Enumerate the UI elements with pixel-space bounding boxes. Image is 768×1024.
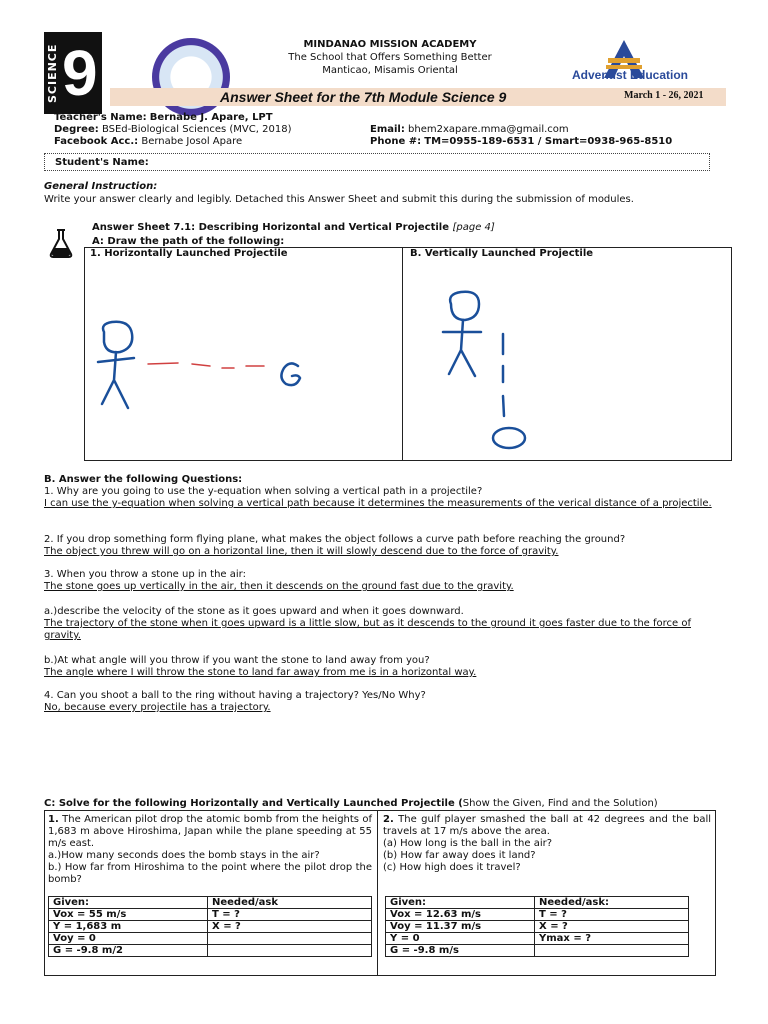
problem-1-b: b.) How far from Hiroshima to the point where the pilot drop the bomb?	[48, 862, 372, 885]
question-3a: a.)describe the velocity of the stone as it goes upward and when it goes downward.	[44, 606, 464, 617]
section-a-instruction: A: Draw the path of the following:	[92, 236, 285, 247]
problem-2-given-table: Given: Needed/ask: Vox = 12.63 m/s T = ? Voy = 11.37 m/s X = ? Y = 0 Ymax = ? G = -9.8 m/s	[385, 896, 689, 957]
teacher-name-label: Teacher's Name:	[54, 112, 147, 123]
solve-table-divider	[377, 810, 378, 976]
degree-value: BSEd-Biological Sciences (MVC, 2018)	[101, 124, 292, 135]
facebook-label: Facebook Acc.:	[54, 136, 139, 147]
horizontal-projectile-drawing	[84, 262, 402, 460]
problem-2-b: (b) How far away does it land?	[383, 850, 536, 861]
degree-label: Degree:	[54, 124, 99, 135]
phone-value: TM=0955-189-6531 / Smart=0938-965-8510	[424, 136, 673, 147]
col-vertical-label: B. Vertically Launched Projectile	[410, 248, 594, 259]
module-date: March 1 - 26, 2021	[624, 90, 704, 101]
science-label: SCIENCE	[46, 43, 59, 103]
email-label: Email:	[370, 124, 405, 135]
page-title: Answer Sheet for the 7th Module Science 9	[220, 89, 507, 105]
flask-icon	[48, 228, 74, 258]
school-name: MINDANAO MISSION ACADEMY	[303, 39, 477, 50]
problem-1-a: a.)How many seconds does the bomb stays in the air?	[48, 850, 320, 861]
school-header	[240, 38, 540, 77]
teacher-facebook-row	[54, 136, 242, 148]
section-a-title: Answer Sheet 7.1: Describing Horizontal and Vertical Projectile [page 4]	[92, 222, 495, 233]
answer-3: The stone goes up vertically in the air, then it descends on the ground fast due to the gravity.	[44, 581, 514, 592]
question-4: 4. Can you shoot a ball to the ring without having a trajectory? Yes/No Why?	[44, 690, 426, 701]
adventist-education-logo: Adventist Education	[571, 68, 688, 82]
answer-3b: The angle where I will throw the stone to land far away from me is in a horizontal way.	[44, 667, 477, 678]
problem-1: 1. The American pilot drop the atomic bomb from the heights of 1,683 m above Hiroshima, Japan while the plane speeding at 55 m/s east. a.)How many seconds does the bomb stays in the air? b.) How far from Hiroshima to the point where the pilot drop the bomb?	[48, 814, 372, 885]
facebook-value: Bernabe Josol Apare	[141, 136, 243, 147]
answer-2: The object you threw will go on a horizontal line, then it will slowly descend due to the force of gravity.	[44, 546, 559, 557]
question-1: 1. Why are you going to use the y-equation when solving a vertical path in a projectile?	[44, 486, 483, 497]
school-location: Manticao, Misamis Oriental	[322, 65, 458, 76]
section-c-heading: C: Solve for the following Horizontally and Vertically Launched Projectile (Show the Given, Find and the Solution)	[44, 798, 658, 809]
problem-1-given-table: Given: Needed/ask Vox = 55 m/s T = ? Y = 1,683 m X = ? Voy = 0 G = -9.8 m/2	[48, 896, 372, 957]
instruction-heading: General Instruction:	[44, 181, 158, 192]
problem-2-a: (a) How long is the ball in the air?	[383, 838, 553, 849]
instruction-text: Write your answer clearly and legibly. Detached this Answer Sheet and submit this during the submission of modules.	[44, 194, 634, 205]
teacher-phone-row	[370, 136, 672, 148]
col-horizontal-label: 1. Horizontally Launched Projectile	[90, 248, 288, 259]
question-3b: b.)At what angle will you throw if you want the stone to land away from you?	[44, 655, 430, 666]
student-name-field[interactable]	[44, 153, 710, 171]
question-2: 2. If you drop something form flying plane, what makes the object follows a curve path before reaching the ground?	[44, 534, 626, 545]
phone-label: Phone #:	[370, 136, 422, 147]
student-name-label: Student's Name:	[55, 157, 149, 168]
problem-2: 2. The gulf player smashed the ball at 42 degrees and the ball travels at 17 m/s above the area. (a) How long is the ball in the air? (b) How far away does it land? (c) How high does it travel?	[383, 814, 711, 873]
answer-4: No, because every projectile has a trajectory.	[44, 702, 271, 713]
teacher-name-value: Bernabe J. Apare, LPT	[149, 112, 273, 123]
answer-1: I can use the y-equation when solving a vertical path because it determines the measurements of the verical distance of a projectile.	[44, 498, 712, 509]
problem-2-c: (c) How high does it travel?	[383, 862, 521, 873]
section-b-heading: B. Answer the following Questions:	[44, 474, 243, 485]
email-value: bhem2xapare.mma@gmail.com	[408, 124, 569, 135]
teacher-name-row	[54, 112, 273, 124]
answer-3a: The trajectory of the stone when it goes upward is a little slow, but as it descends to the ground it goes faster due to the force of gravity.	[44, 618, 691, 641]
science-9-logo	[44, 32, 102, 114]
teacher-degree-row	[54, 124, 291, 136]
teacher-email-row	[370, 124, 569, 136]
question-3: 3. When you throw a stone up in the air:	[44, 569, 246, 580]
grade-number: 9	[62, 37, 98, 109]
school-tagline: The School that Offers Something Better	[288, 52, 492, 63]
vertical-projectile-drawing	[403, 262, 732, 460]
